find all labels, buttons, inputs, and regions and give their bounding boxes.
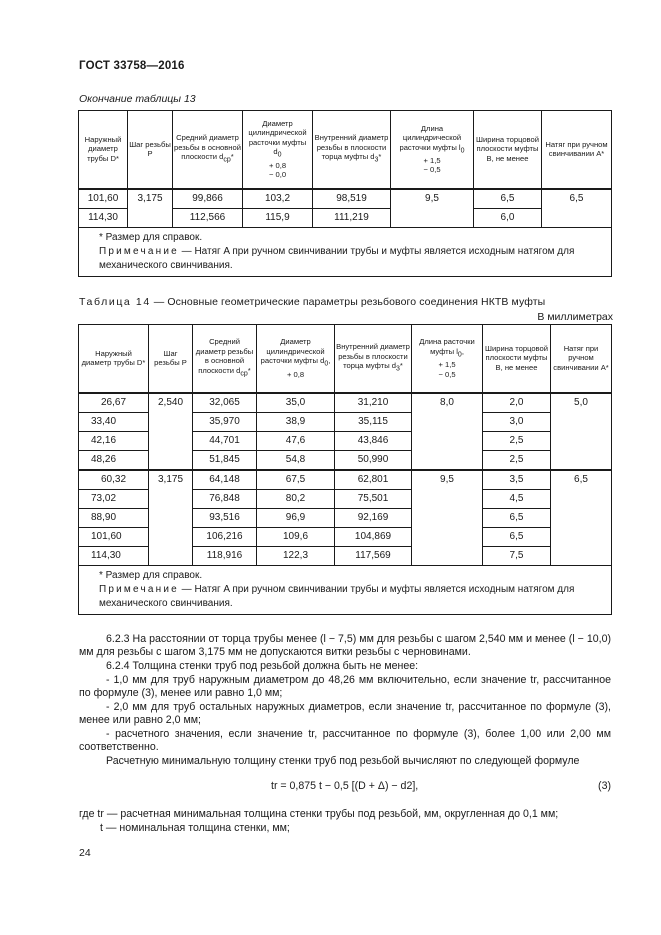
table-row: 101,60 3,175 99,866 103,2 98,519 9,5 6,5 6,5 — [79, 189, 612, 209]
t13-header-p: Шаг резьбы P — [128, 111, 173, 189]
table13-note: Примечание — Натяг A при ручном свинчивании трубы и муфты является исходным натягом для механического свинчивания. — [99, 245, 575, 271]
t13-header-a: Натяг при ручном свинчивании A* — [542, 111, 612, 189]
table-row: 114,30 118,916 122,3 117,569 7,5 — [79, 546, 612, 565]
table-row: 60,32 3,175 64,148 67,5 62,801 9,5 3,5 6,5 — [79, 470, 612, 490]
formula-expression: tr = 0,875 t − 0,5 [(D + Δ) − d2], — [271, 780, 419, 792]
t13-header-d0: Диаметр цилиндрической расточки муфты $d_0$ + 0,8 − 0,0 — [243, 111, 313, 189]
where-tr: где tr — расчетная минимальная толщина стенки трубы под резьбой, мм, округленная до 0,1 мм; — [79, 808, 559, 820]
t14-header-a: Натяг при ручном свинчивании A* — [551, 325, 612, 393]
table14-footnote: * Размер для справок. — [99, 569, 203, 581]
formula-number: (3) — [598, 780, 611, 792]
t13-header-dcp: Средний диаметр резьбы в основной плоскости $d_{ср}*$ — [173, 111, 243, 189]
bullet-3: - расчетного значения, если значение tr, рассчитанное по формуле (3), более 1,00 или 2,00 мм соответственно. — [79, 728, 611, 753]
table13-footnote: * Размер для справок. — [99, 231, 203, 243]
t13-header-d: Наружный диаметр трубы D* — [79, 111, 128, 189]
table14-caption: Таблица 14 — Основные геометрические параметры резьбового соединения НКТВ муфты — [79, 296, 546, 308]
t13-header-d3: Внутренний диаметр резьбы в плоскости торца муфты $d_3*$ — [313, 111, 391, 189]
table13-notes — [79, 227, 612, 276]
t14-header-l0: Длина расточки муфты $l_0$, + 1,5 − 0,5 — [412, 325, 483, 393]
table-row: 101,60 106,216 109,6 104,869 6,5 — [79, 527, 612, 546]
table13-caption: Окончание таблицы 13 — [79, 93, 196, 105]
bullet-2: - 2,0 мм для труб остальных наружных диаметров, если значение tr, рассчитанное по формуле (3), менее или равно 2,0 мм; — [79, 701, 611, 726]
table-row: 48,26 51,845 54,8 50,990 2,5 — [79, 450, 612, 470]
document-title: ГОСТ 33758—2016 — [79, 60, 185, 72]
table-row: 88,90 93,516 96,9 92,169 6,5 — [79, 508, 612, 527]
t14-header-d0: Диаметр цилиндрической расточки муфты $d_0$, + 0,8 — [257, 325, 335, 393]
t14-header-p: Шаг резьбы P — [149, 325, 193, 393]
t14-header-b: Ширина торцовой плоскости муфты B, не менее — [483, 325, 551, 393]
t13-header-l0: Длина цилиндрической расточки муфты $l_0$ + 1,5 − 0,5 — [391, 111, 474, 189]
t14-header-d: Наружный диаметр трубы D* — [79, 325, 149, 393]
page-number: 24 — [79, 847, 91, 859]
table-row: 73,02 76,848 80,2 75,501 4,5 — [79, 489, 612, 508]
t14-header-d3: Внутренний диаметр резьбы в плоскости торца муфты $d_3*$ — [335, 325, 412, 393]
where-t: t — номинальная толщина стенки, мм; — [100, 822, 290, 834]
paragraph-calc: Расчетную минимальную толщину стенки труб под резьбой вычисляют по следующей формуле — [106, 755, 580, 767]
table-row: 26,67 2,540 32,065 35,0 31,210 8,0 2,0 5,0 — [79, 393, 612, 413]
t13-header-b: Ширина торцовой плоскости муфты B, не менее — [474, 111, 542, 189]
table-row: 114,30 112,566 115,9 111,219 6,0 — [79, 208, 612, 227]
table-row: 33,40 35,970 38,9 35,115 3,0 — [79, 412, 612, 431]
table-row: 42,16 44,701 47,6 43,846 2,5 — [79, 431, 612, 450]
paragraph-6-2-3: 6.2.3 На расстоянии от торца трубы менее (l − 7,5) мм для резьбы с шагом 2,540 мм и менее (l − 10,0) мм для резьбы с шагом 3,175 мм не допускаются витки резьбы с черновинами. — [79, 633, 611, 658]
table13 — [78, 110, 612, 277]
table14-note: Примечание — Натяг A при ручном свинчивании трубы и муфты является исходным натягом для механического свинчивания. — [99, 583, 575, 609]
table14 — [78, 324, 612, 615]
table14-units: В миллиметрах — [537, 311, 613, 323]
bullet-1: - 1,0 мм для труб наружным диаметром до 48,26 мм включительно, если значение tr, рассчитанное по формуле (3), менее или равно 1,0 мм; — [79, 674, 611, 699]
paragraph-6-2-4: 6.2.4 Толщина стенки труб под резьбой должна быть не менее: — [106, 660, 419, 672]
t14-header-dcp: Средний диаметр резьбы в основной плоскости $d_{ср}*$ — [193, 325, 257, 393]
table14-notes — [79, 565, 612, 614]
